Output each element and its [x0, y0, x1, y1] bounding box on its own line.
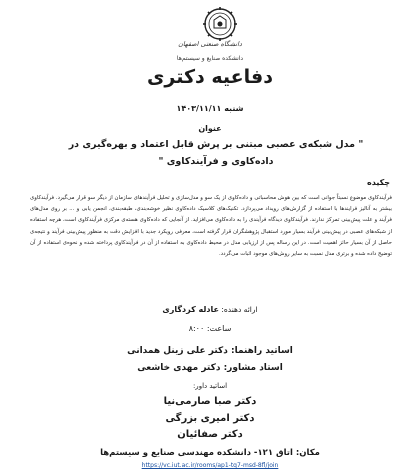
presenter-label: ارائه دهنده: — [221, 305, 258, 314]
judge-name: دکتر امیری بزرگی — [165, 413, 255, 424]
time-line: ساعت: ۸:۰۰ — [188, 324, 232, 333]
judge-name: دکتر صفائیان — [177, 429, 243, 440]
supervisor-line: اساتید راهنما: دکتر علی زینل همدانی — [127, 346, 293, 356]
faculty-name: دانشکده صنایع و سیستم‌ها — [176, 55, 244, 62]
date-line: شنبه ۱۴۰۳/۱۱/۱۱ — [176, 104, 244, 113]
university-name: دانشگاه صنعتی اصفهان — [178, 40, 242, 48]
announcement-page — [18, 0, 402, 470]
advisor-line: استاد مشاور: دکتر مهدی خاشعی — [137, 363, 283, 373]
presenter-name: عادله کردگاری — [162, 305, 219, 314]
meeting-link[interactable]: https://vc.iut.ac.ir/rooms/ap1-tq7-msd-8fl/join — [141, 462, 279, 469]
presenter-line — [18, 305, 402, 314]
location-line: مکان: اتاق ۱۲۱- دانشکده مهندسی صنایع و سیستم‌ها — [100, 448, 320, 458]
topic-label: عنوان — [198, 124, 222, 133]
judges-label: اساتید داور: — [192, 382, 228, 390]
abstract-label: چکیده — [366, 178, 390, 187]
page-title: دفاعیه دکتری — [147, 66, 273, 88]
thesis-title: " مدل شبکه‌ی عصبی مبتنی بر پرش قابل اعتماد و بهره‌گیری در داده‌کاوی و فرآیندکاوی " — [68, 139, 364, 167]
abstract-text: فرآیندکاوی موضوع نسبتاً جوانی است که بین هوش محاسباتی و داده‌کاوی از یک سو و مدل‌سازی و تحلیل فرآیندهای سازمان از دیگر سو قرار می‌گیرد. فرآیندکاوی بیشتر به آنالیز فرایندها با استفاده از گزارش‌های رویداد می‌پردازد. تکنیک‌های کلاسیک داده‌کاوی نظیر خوشه‌بندی، طبقه‌بندی، انجمن یابی و ... بر روی مدل‌های فرآیند و علت پیش‌بینی تمرکز ندارند. فرآیندکاوی دیدگاه فرآیندی را به داده‌کاوی می‌افزاید. از آنجایی که داده‌کاوی هسته‌ی مرکزی فرآیندکاوی است، هرچه استفاده از شبکه‌های عصبی در پیش‌بینی فرآیند بسیار مورد استقبال پژوهشگران قرار گرفته است، معرفی رویکرد جدید با افزایش دقت به منظور پیش‌بینی فرآیند و نتیجه‌ی حاصل از آن بسیار حائز اهمیت است. در این رساله پس از ارزیابی مدل در محیط داده‌کاوی به استفاده از آن در فرآیندکاوی پرداخته شده و نحوه‌ی استفاده از آن توضیح داده شده و برتری مدل نسبت به سایر روش‌های موجود اثبات می‌گردد. — [30, 195, 392, 258]
judge-name: دکتر صبا صارمی‌نیا — [163, 396, 257, 407]
